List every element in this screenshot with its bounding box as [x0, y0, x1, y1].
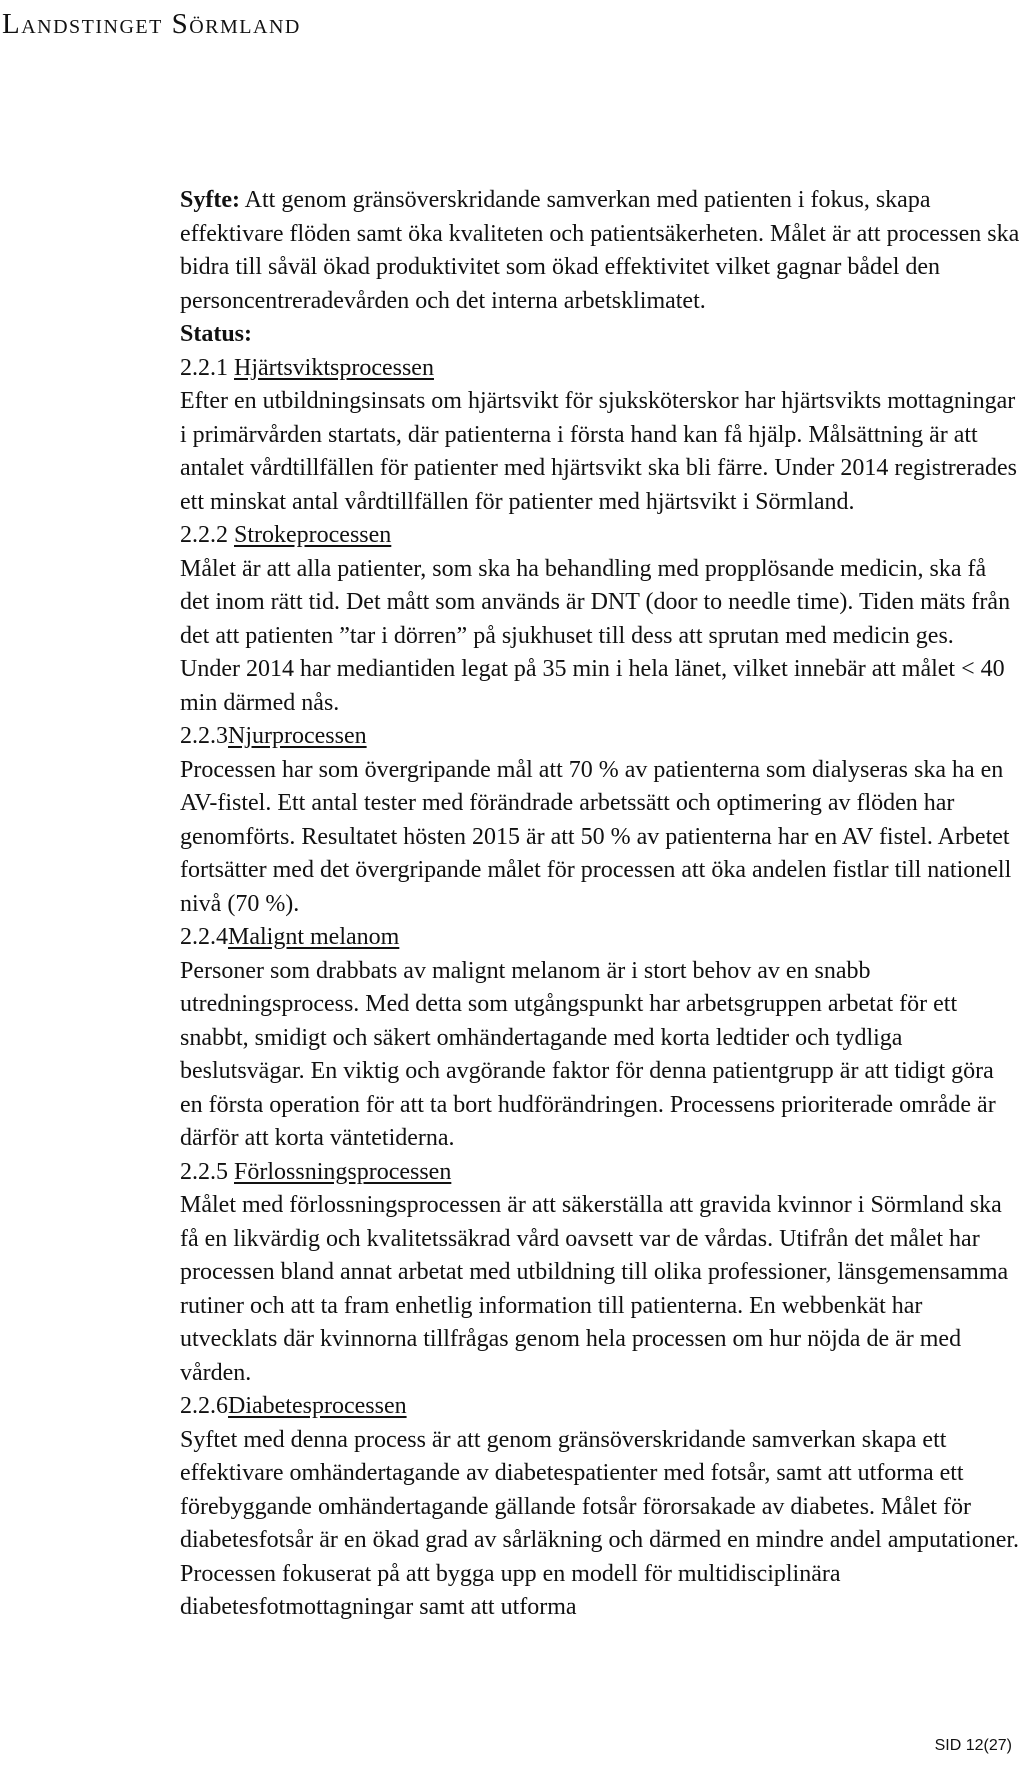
section-diabetes	[180, 1390, 1020, 1625]
organization-header: Landstinget Sörmland	[2, 8, 301, 40]
section-paragraph: Processen har som övergripande mål att 70 % av patienterna som dialyseras ska ha en AV-fistel. Ett antal tester med förändrade arbetssätt och optimering av flöden har genomförts. Resultatet hösten 2015 är att 50 % av patienterna har en AV fistel. Arbetet fortsätter med det övergripande målet för processen att öka andelen fistlar till nationell nivå (70 %).	[180, 756, 1012, 917]
document-body	[180, 184, 1020, 1625]
section-title: Njurprocessen	[228, 723, 367, 749]
section-heading	[180, 352, 1020, 386]
section-paragraph: Personer som drabbats av malignt melanom är i stort behov av en snabb utredningsprocess. Med detta som utgångspunkt har arbetsgruppen arbetat för ett snabbt, smidigt och säkert omhändertagande med korta ledtider och tydliga beslutsvägar. En viktig och avgörande faktor för denna patientgrupp är att tidigt göra en första operation för att ta bort hudförändringen. Processens prioriterade område är därför att korta väntetiderna.	[180, 957, 996, 1151]
section-paragraph: Under 2014 har mediantiden legat på 35 min i hela länet, vilket innebär att målet < 40 min därmed nås.	[180, 656, 1005, 716]
section-paragraph: Efter en utbildningsinsats om hjärtsvikt för sjuksköterskor har hjärtsvikts mottagningar i primärvården startats, där patienterna i första hand kan få hjälp. Målsättning är att antalet vårdtillfällen för patienter med hjärtsvikt ska bli färre. Under 2014 registrerades ett minskat antal vårdtillfällen för patienter med hjärtsvikt i Sörmland.	[180, 388, 1018, 515]
purpose-label: Syfte:	[180, 187, 240, 213]
section-number: 2.2.6	[180, 1393, 228, 1419]
section-melanom	[180, 921, 1020, 1156]
section-heading	[180, 1156, 1020, 1190]
section-paragraph: Målet med förlossningsprocessen är att säkerställa att gravida kvinnor i Sörmland ska få en likvärdig och kvalitetssäkrad vård oavsett var de vårdas. Utifrån det målet har processen bland annat arbetat med utbildning till olika professioner, länsgemensamma rutiner och att ta fram enhetlig information till patienterna. En webbenkät har utvecklats där kvinnorna tillfrågas genom hela processen om hur nöjda de är med vården.	[180, 1192, 1009, 1386]
section-heading	[180, 1390, 1020, 1424]
section-hjartsvikt	[180, 352, 1020, 520]
section-title: Hjärtsviktsprocessen	[234, 354, 434, 381]
page-number: SID 12(27)	[934, 1737, 1012, 1754]
purpose-text: Att genom gränsöverskridande samverkan med patienten i fokus, skapa effektivare flöden samt öka kvaliteten och patientsäkerheten. Målet är att processen ska bidra till såväl ökad produktivitet som ökad effektivitet vilket gagnar bådel den personcentreradevården och det interna arbetsklimatet.	[180, 187, 1020, 314]
status-label: Status:	[180, 321, 253, 347]
section-heading	[180, 921, 1020, 955]
section-number: 2.2.2	[180, 522, 228, 548]
section-number: 2.2.4	[180, 924, 228, 950]
section-number: 2.2.5	[180, 1158, 228, 1185]
section-heading	[180, 519, 1020, 553]
section-paragraph: Syftet med denna process är att genom gränsöverskridande samverkan skapa ett effektivare omhändertagande av diabetespatienter med fotsår, samt att utforma ett förebyggande omhändertagande gällande fotsår förorsakade av diabetes. Målet för diabetesfotsår är en ökad grad av sårläkning och därmed en mindre andel amputationer. Processen fokuserat på att bygga upp en modell för multidisciplinära diabetesfotmottagningar samt att utforma	[180, 1426, 1020, 1620]
purpose-paragraph	[180, 184, 1020, 318]
section-heading	[180, 720, 1020, 754]
section-title: Förlossningsprocessen	[234, 1158, 452, 1185]
section-title: Strokeprocessen	[234, 522, 392, 548]
section-title: Malignt melanom	[228, 924, 400, 950]
section-njur	[180, 720, 1020, 921]
section-stroke	[180, 519, 1020, 720]
section-paragraph: Målet är att alla patienter, som ska ha behandling med propplösande medicin, ska få det inom rätt tid. Det mått som används är DNT (door to needle time). Tiden mäts från det att patienten ”tar i dörren” på sjukhuset till dess att sprutan med medicin ges.	[180, 555, 1011, 649]
section-number: 2.2.1	[180, 354, 228, 381]
section-title: Diabetesprocessen	[228, 1393, 407, 1419]
section-number: 2.2.3	[180, 723, 228, 749]
section-forlossning	[180, 1156, 1020, 1391]
